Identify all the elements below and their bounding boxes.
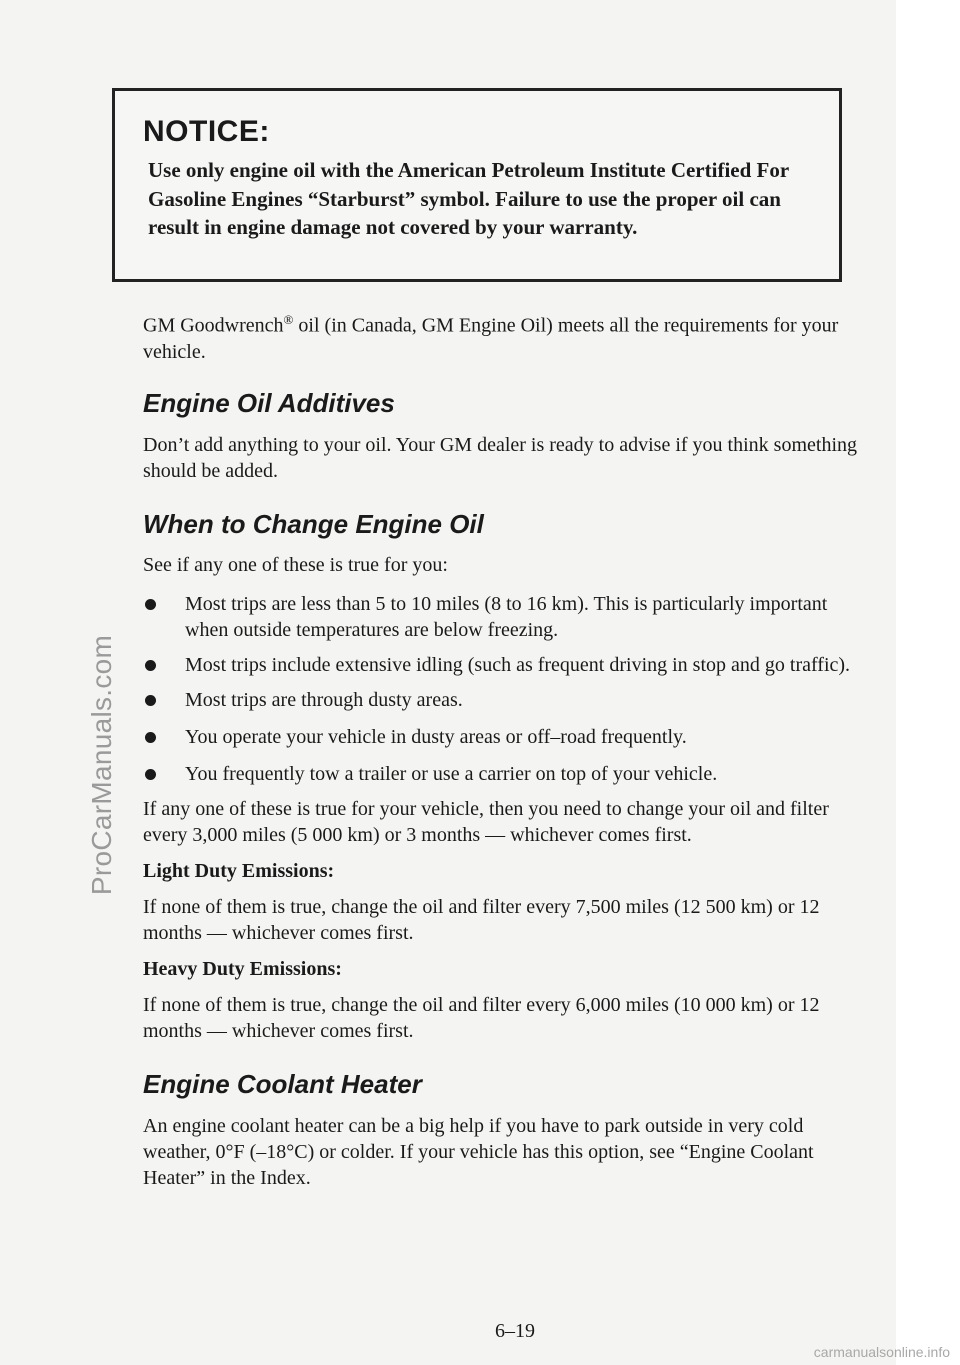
change-lead: See if any one of these is true for you: [143,553,448,576]
heavy-duty-text: If none of them is true, change the oil and filter every 6,000 miles (10 000 km) or 12 months — whichever comes first. [143,993,820,1042]
conditions-list [143,591,858,787]
light-duty-text: If none of them is true, change the oil and filter every 7,500 miles (12 500 km) or 12 months — whichever comes first. [143,895,820,944]
bullet-icon [145,660,156,671]
side-watermark: ProCarManuals.com [86,634,117,896]
list-item-text: You operate your vehicle in dusty areas or off–road frequently. [185,725,687,748]
footer-watermark: carmanualsonline.info [813,1344,950,1360]
list-item [143,591,858,643]
list-item-text: Most trips are through dusty areas. [185,688,463,711]
light-duty-label: Light Duty Emissions: [143,859,335,882]
registered-mark: ® [283,312,294,327]
intro-paragraph [143,307,858,365]
page-edge [896,0,960,1365]
heading-change-oil: When to Change Engine Oil [143,508,484,539]
heavy-duty-label: Heavy Duty Emissions: [143,957,342,980]
list-item [143,687,858,713]
bullet-icon [145,695,156,706]
manual-content [143,307,858,1191]
bullet-icon [145,599,156,610]
heading-coolant-heater: Engine Coolant Heater [143,1068,422,1099]
list-item-text: You frequently tow a trailer or use a carrier on top of your vehicle. [185,762,718,785]
change-summary: If any one of these is true for your vehicle, then you need to change your oil and filter every 3,000 miles (5 000 km) or 3 months — whichever comes first. [143,797,829,846]
list-item-text: Most trips include extensive idling (such as frequent driving in stop and go traffic). [185,653,851,676]
bullet-icon [145,732,156,743]
list-item [143,761,858,787]
notice-box [112,88,842,282]
list-item-text: Most trips are less than 5 to 10 miles (8 to 16 km). This is particularly important when outside temperatures are below freezing. [185,592,828,641]
intro-brand: GM Goodwrench [143,314,284,337]
list-item [143,724,858,750]
notice-title: NOTICE: [143,115,270,148]
coolant-paragraph: An engine coolant heater can be a big help if you have to park outside in very cold weather, 0°F (–18°C) or colder. If your vehicle has this option, see “Engine Coolant Heater” in the Index. [143,1114,814,1189]
intro-text: oil (in Canada, GM Engine Oil) meets all the requirements for your vehicle. [143,314,839,363]
notice-text: Use only engine oil with the American Petroleum Institute Certified For Gasoline Engines “Starburst” symbol. Failure to use the proper oil can result in engine damage not covered by your warranty. [148,158,789,239]
heading-oil-additives: Engine Oil Additives [143,387,395,418]
bullet-icon [145,769,156,780]
additives-paragraph: Don’t add anything to your oil. Your GM dealer is ready to advise if you think something should be added. [143,433,857,482]
page-number: 6–19 [495,1320,535,1342]
list-item [143,652,858,678]
